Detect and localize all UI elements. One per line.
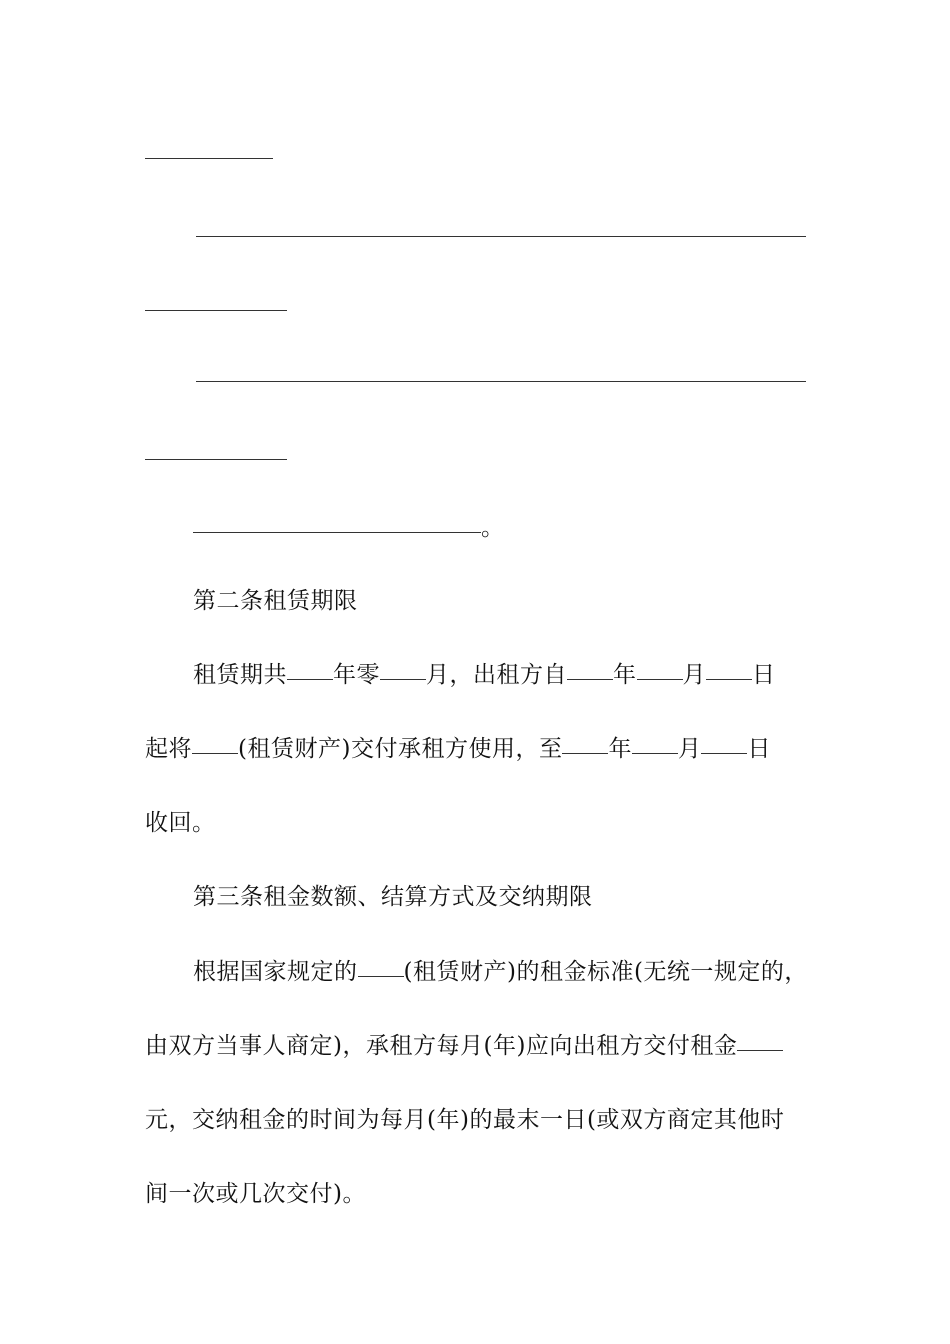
text-segment: 月 — [682, 662, 706, 688]
article3-heading: 第三条租金数额、结算方式及交纳期限 — [193, 884, 593, 910]
article3-paragraph-line1 — [193, 957, 808, 987]
fill-blank-months — [380, 678, 426, 680]
fill-blank-property — [192, 752, 238, 754]
text-segment: 年 — [613, 662, 637, 688]
article2-paragraph-line1 — [193, 660, 776, 690]
text-segment: 年零 — [333, 662, 380, 688]
fill-blank-end-year — [562, 752, 608, 754]
blank-rule-5 — [145, 459, 287, 460]
fill-blank-end-day — [701, 752, 747, 754]
blank-line-end — [193, 513, 505, 543]
text-segment: 日 — [752, 662, 776, 688]
article3-paragraph-line4: 间一次或几次交付)。 — [145, 1181, 366, 1207]
article2-paragraph-line2 — [145, 734, 771, 764]
text-segment: 起将 — [145, 736, 192, 762]
text-segment: 根据国家规定的 — [193, 959, 358, 985]
blank-rule-2 — [196, 236, 806, 237]
text-segment: 年 — [608, 736, 632, 762]
fill-blank-years — [287, 678, 333, 680]
fill-blank-start-month — [637, 678, 683, 680]
article3-paragraph-line2 — [145, 1031, 783, 1061]
article2-paragraph-line3: 收回。 — [145, 810, 216, 836]
text-segment: (租赁财产)的租金标准(无统一规定的， — [403, 959, 808, 985]
text-segment: (租赁财产)交付承租方使用，至 — [238, 736, 563, 762]
text-segment: 租赁期共 — [193, 662, 287, 688]
fill-blank-property-2 — [358, 975, 404, 977]
blank-rule-1 — [145, 158, 273, 159]
text-segment: 日 — [747, 736, 771, 762]
blank-rule-6 — [193, 531, 481, 533]
blank-rule-3 — [145, 310, 287, 311]
fill-blank-rent-amount — [737, 1049, 783, 1051]
end-punctuation: 。 — [481, 515, 505, 541]
fill-blank-start-day — [706, 678, 752, 680]
blank-rule-4 — [196, 381, 806, 382]
text-segment: 由双方当事人商定)，承租方每月(年)应向出租方交付租金 — [145, 1033, 738, 1059]
text-segment: 月 — [677, 736, 702, 762]
article3-paragraph-line3: 元，交纳租金的时间为每月(年)的最末一日(或双方商定其他时 — [145, 1107, 785, 1133]
text-segment: 月，出租方自 — [426, 662, 567, 688]
article2-heading: 第二条租赁期限 — [193, 588, 358, 614]
fill-blank-start-year — [567, 678, 613, 680]
fill-blank-end-month — [632, 752, 678, 754]
